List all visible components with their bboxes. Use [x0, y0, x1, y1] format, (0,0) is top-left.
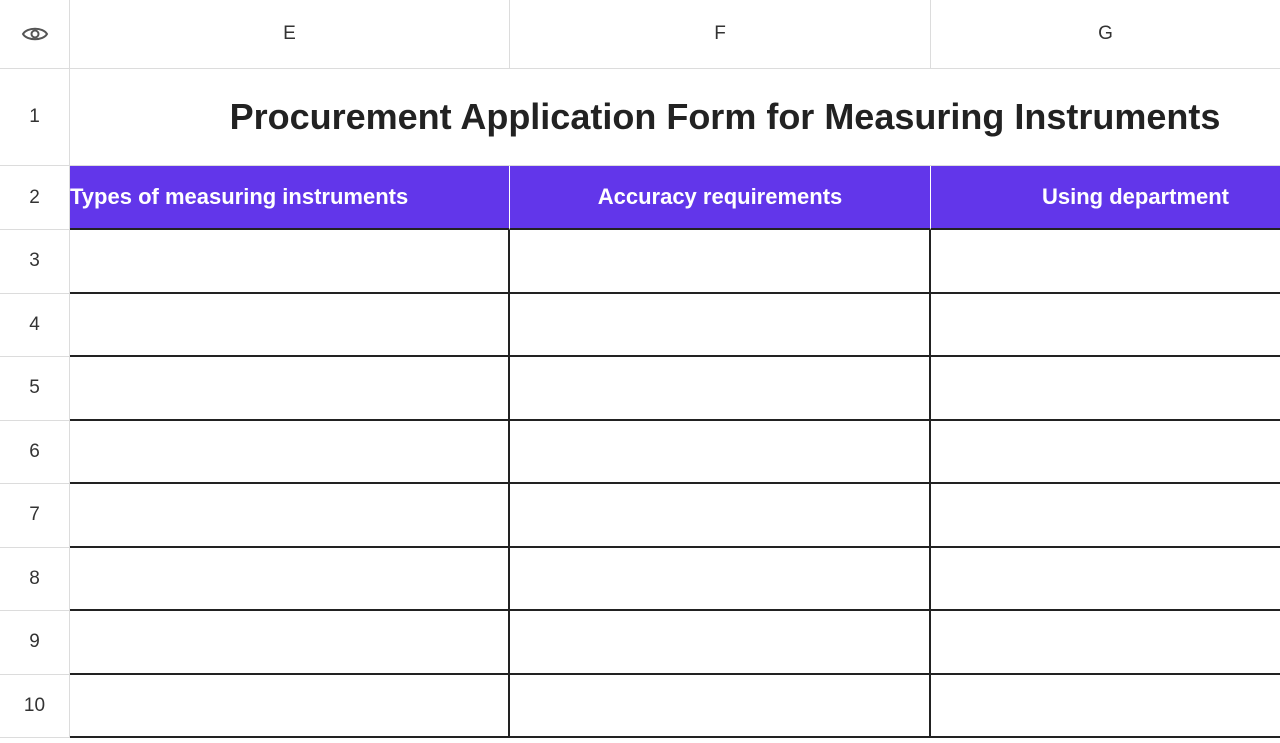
cell-f5[interactable] — [510, 357, 931, 421]
column-header-bar — [0, 0, 1280, 69]
cell-e9[interactable] — [70, 611, 510, 675]
cell-e7[interactable] — [70, 484, 510, 548]
cell-e4[interactable] — [70, 294, 510, 358]
cell-g4[interactable] — [931, 294, 1280, 358]
row-header-6[interactable]: 6 — [0, 421, 70, 485]
cell-f6[interactable] — [510, 421, 931, 485]
toggle-visibility-button[interactable] — [0, 0, 70, 68]
cell-e6[interactable] — [70, 421, 510, 485]
cell-f9[interactable] — [510, 611, 931, 675]
cell-g10[interactable] — [931, 675, 1280, 739]
cell-g9[interactable] — [931, 611, 1280, 675]
cell-g5[interactable] — [931, 357, 1280, 421]
row-header-2[interactable]: 2 — [0, 166, 70, 230]
cell-f4[interactable] — [510, 294, 931, 358]
cell-e10[interactable] — [70, 675, 510, 739]
cell-g7[interactable] — [931, 484, 1280, 548]
column-header-g[interactable]: G — [1098, 23, 1113, 44]
header-cell-type[interactable]: Types of measuring instruments — [70, 166, 510, 230]
form-title: Procurement Application Form for Measuring Instruments — [229, 96, 1221, 137]
header-cell-department[interactable]: Using department — [931, 166, 1280, 230]
cell-f8[interactable] — [510, 548, 931, 612]
row-header-10[interactable]: 10 — [0, 675, 70, 739]
cell-g8[interactable] — [931, 548, 1280, 612]
column-header-f[interactable]: F — [510, 0, 931, 68]
cell-f7[interactable] — [510, 484, 931, 548]
cell-f10[interactable] — [510, 675, 931, 739]
column-header-e[interactable]: E — [70, 0, 510, 68]
header-cell-accuracy[interactable]: Accuracy requirements — [510, 166, 931, 230]
row-header-3[interactable]: 3 — [0, 230, 70, 294]
title-cell[interactable] — [70, 69, 1280, 166]
cell-g6[interactable] — [931, 421, 1280, 485]
cell-e5[interactable] — [70, 357, 510, 421]
cell-e3[interactable] — [70, 230, 510, 294]
row-header-5[interactable]: 5 — [0, 357, 70, 421]
row-header-7[interactable]: 7 — [0, 484, 70, 548]
row-header-8[interactable]: 8 — [0, 548, 70, 612]
cell-e8[interactable] — [70, 548, 510, 612]
row-header-1[interactable]: 1 — [0, 69, 70, 166]
cell-f3[interactable] — [510, 230, 931, 294]
row-header-4[interactable]: 4 — [0, 294, 70, 358]
cell-g3[interactable] — [931, 230, 1280, 294]
eye-icon — [21, 24, 49, 44]
row-header-9[interactable]: 9 — [0, 611, 70, 675]
